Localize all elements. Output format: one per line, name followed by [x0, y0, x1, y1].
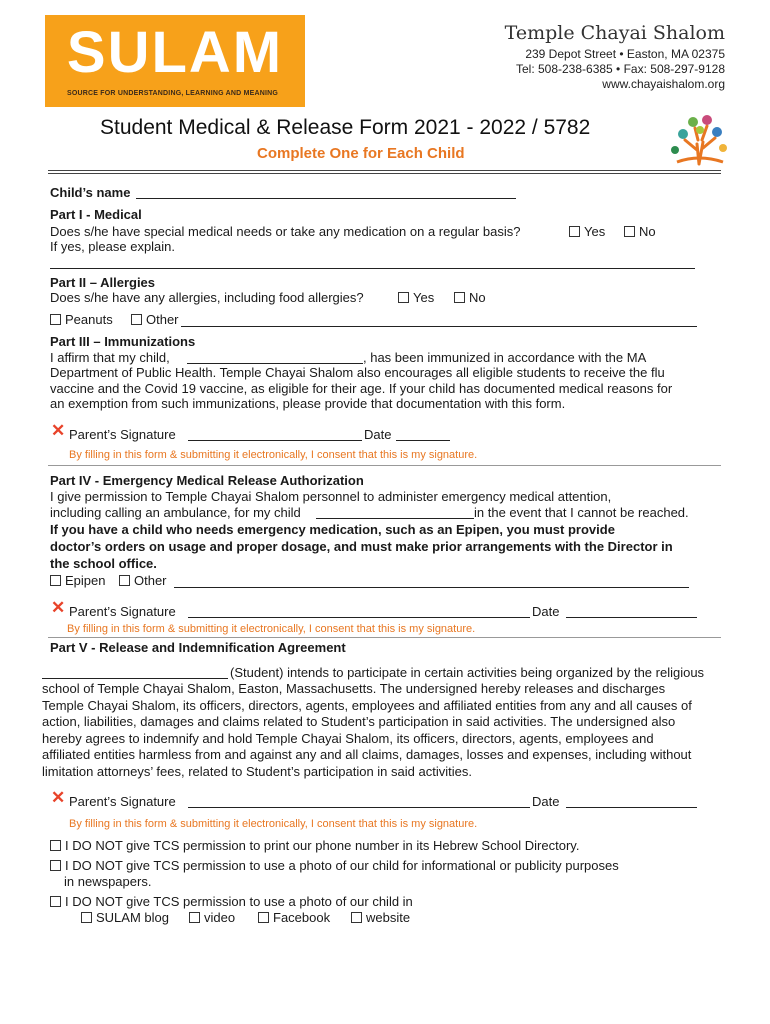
checkbox[interactable]	[189, 912, 200, 923]
allergy-other-option[interactable]	[131, 312, 179, 328]
checkbox[interactable]	[569, 226, 580, 237]
checkbox[interactable]	[50, 896, 61, 907]
part5-line5: hereby agrees to indemnify and hold Temple Chayai Shalom, its officers, directors, agents, employees and	[42, 731, 654, 746]
immunization-child-field[interactable]	[187, 363, 363, 364]
no-photo-in-option[interactable]	[50, 894, 413, 910]
part3-heading: Part III – Immunizations	[50, 334, 196, 349]
checkbox[interactable]	[119, 575, 130, 586]
no-photo-publicity-option[interactable]	[50, 858, 619, 874]
parent-signature-field-1[interactable]	[188, 440, 362, 441]
part5-line2: school of Temple Chayai Shalom, Easton, Massachusetts. The undersigned hereby releases and discharges	[42, 681, 666, 696]
consent-note: By filling in this form & submitting it electronically, I consent that this is my signature.	[67, 623, 476, 635]
emergency-other-option[interactable]	[119, 573, 167, 589]
part2-question: Does s/he have any allergies, including food allergies?	[50, 290, 364, 305]
peanuts-label: Peanuts	[65, 312, 113, 327]
parent-signature-field-2[interactable]	[188, 617, 530, 618]
part1-heading: Part I - Medical	[50, 207, 142, 222]
sulam-logo	[45, 15, 305, 107]
date-field-1[interactable]	[396, 440, 450, 441]
part3-line2: Department of Public Health. Temple Chayai Shalom also encourages all eligible students to receive the flu	[50, 365, 665, 380]
facebook-label: Facebook	[273, 910, 331, 925]
no-phone-permission-option[interactable]	[50, 838, 579, 854]
consent-note: By filling in this form & submitting it electronically, I consent that this is my signature.	[69, 818, 478, 830]
section-divider	[48, 465, 721, 466]
date-label: Date	[532, 794, 560, 809]
part1-no-option[interactable]	[624, 224, 656, 240]
part3-line4: an exemption from such immunizations, please provide that documentation with this form.	[50, 396, 566, 411]
part4-bold-line2: doctor’s orders on usage and proper dosage, and must make prior arrangements with the Director in	[50, 539, 673, 554]
logo-tagline: SOURCE FOR UNDERSTANDING, LEARNING AND MEANING	[67, 90, 279, 97]
date-label: Date	[364, 427, 392, 442]
title-divider	[48, 170, 721, 174]
no-label: No	[469, 290, 486, 305]
date-field-2[interactable]	[566, 617, 697, 618]
allergy-other-field[interactable]	[181, 326, 697, 327]
part2-yes-option[interactable]	[398, 290, 434, 306]
date-field-3[interactable]	[566, 807, 697, 808]
checkbox[interactable]	[50, 840, 61, 851]
x-mark-icon: ✕	[51, 598, 66, 617]
part1-yes-option[interactable]	[569, 224, 605, 240]
part5-line1: (Student) intends to participate in certain activities being organized by the religious	[230, 665, 705, 680]
other-label: Other	[134, 573, 167, 588]
org-phone-fax: Tel: 508-238-6385 • Fax: 508-297-9128	[515, 62, 725, 76]
form-subtitle: Complete One for Each Child	[257, 145, 465, 162]
part5-line4: action, liabilities, damages and claims related to Student’s participation in said activities. The undersigned also	[42, 714, 676, 729]
sulam-blog-label: SULAM blog	[96, 910, 169, 925]
part3-line1-end: , has been immunized in accordance with the MA	[363, 350, 647, 365]
part1-question: Does s/he have special medical needs or take any medication on a regular basis?	[50, 224, 521, 239]
website-label: website	[366, 910, 411, 925]
part1-explain-field[interactable]	[50, 268, 695, 269]
org-address: 239 Depot Street • Easton, MA 02375	[525, 47, 725, 61]
epipen-option[interactable]	[50, 573, 105, 589]
org-name: Temple Chayai Shalom	[504, 22, 725, 44]
part5-line7: limitation attorneys’ fees, related to Student’s participation in said activities.	[42, 764, 472, 779]
child-name-label: Child’s name	[50, 185, 131, 200]
epipen-label: Epipen	[65, 573, 106, 588]
video-option[interactable]	[189, 910, 235, 926]
part3-line3: vaccine and the Covid 19 vaccine, as eligible for their age. If your child has documented medical reasons for	[50, 381, 673, 396]
checkbox[interactable]	[258, 912, 269, 923]
parent-signature-field-3[interactable]	[188, 807, 530, 808]
yes-label: Yes	[584, 224, 606, 239]
no-photo-publicity-label: I DO NOT give TCS permission to use a photo of our child for informational or publicity purposes	[65, 858, 619, 873]
logo-text: SULAM	[66, 20, 284, 85]
part4-bold-line3: the school office.	[50, 556, 157, 571]
part4-line1: I give permission to Temple Chayai Shalom personnel to administer emergency medical attention,	[50, 489, 612, 504]
tree-of-life-icon	[667, 110, 731, 166]
sulam-blog-option[interactable]	[81, 910, 169, 926]
part5-heading: Part V - Release and Indemnification Agreement	[50, 640, 346, 655]
signature-label: Parent’s Signature	[69, 794, 176, 809]
emergency-other-field[interactable]	[174, 587, 689, 588]
yes-label: Yes	[413, 290, 435, 305]
org-website: www.chayaishalom.org	[602, 77, 725, 91]
website-option[interactable]	[351, 910, 410, 926]
peanuts-option[interactable]	[50, 312, 113, 328]
checkbox[interactable]	[50, 860, 61, 871]
checkbox[interactable]	[81, 912, 92, 923]
no-phone-permission-label: I DO NOT give TCS permission to print our phone number in its Hebrew School Directory.	[65, 838, 580, 853]
part4-heading: Part IV - Emergency Medical Release Authorization	[50, 473, 364, 488]
signature-label: Parent’s Signature	[69, 604, 176, 619]
checkbox[interactable]	[50, 575, 61, 586]
signature-label: Parent’s Signature	[69, 427, 176, 442]
part4-line2-start: including calling an ambulance, for my child	[50, 505, 301, 520]
x-mark-icon: ✕	[51, 421, 66, 440]
no-label: No	[639, 224, 656, 239]
part2-heading: Part II – Allergies	[50, 275, 156, 290]
checkbox[interactable]	[351, 912, 362, 923]
part3-line1-start: I affirm that my child,	[50, 350, 170, 365]
part4-line2-end: in the event that I cannot be reached.	[474, 505, 689, 520]
checkbox[interactable]	[50, 314, 61, 325]
consent-note: By filling in this form & submitting it electronically, I consent that this is my signature.	[69, 449, 478, 461]
part5-line6: affiliated entities harmless from and against any and all claims, damages, losses and expenses, including without	[42, 747, 692, 762]
checkbox[interactable]	[398, 292, 409, 303]
child-name-field[interactable]	[136, 198, 516, 199]
section-divider	[48, 637, 721, 638]
student-name-field[interactable]	[42, 678, 228, 679]
part2-no-option[interactable]	[454, 290, 486, 306]
checkbox[interactable]	[624, 226, 635, 237]
checkbox[interactable]	[131, 314, 142, 325]
part1-explain-label: If yes, please explain.	[50, 239, 176, 254]
facebook-option[interactable]	[258, 910, 330, 926]
date-label: Date	[532, 604, 560, 619]
emergency-child-field[interactable]	[316, 518, 474, 519]
x-mark-icon: ✕	[51, 788, 66, 807]
other-label: Other	[146, 312, 179, 327]
checkbox[interactable]	[454, 292, 465, 303]
no-photo-publicity-label-cont: in newspapers.	[64, 874, 152, 889]
no-photo-in-label: I DO NOT give TCS permission to use a photo of our child in	[65, 894, 413, 909]
part5-line3: Temple Chayai Shalom, its officers, directors, agents, employees and affiliated entities from any and all causes of	[42, 698, 692, 713]
form-title: Student Medical & Release Form 2021 - 2022 / 5782	[100, 116, 591, 139]
video-label: video	[204, 910, 236, 925]
part4-bold-line1: If you have a child who needs emergency medication, such as an Epipen, you must provide	[50, 522, 615, 537]
